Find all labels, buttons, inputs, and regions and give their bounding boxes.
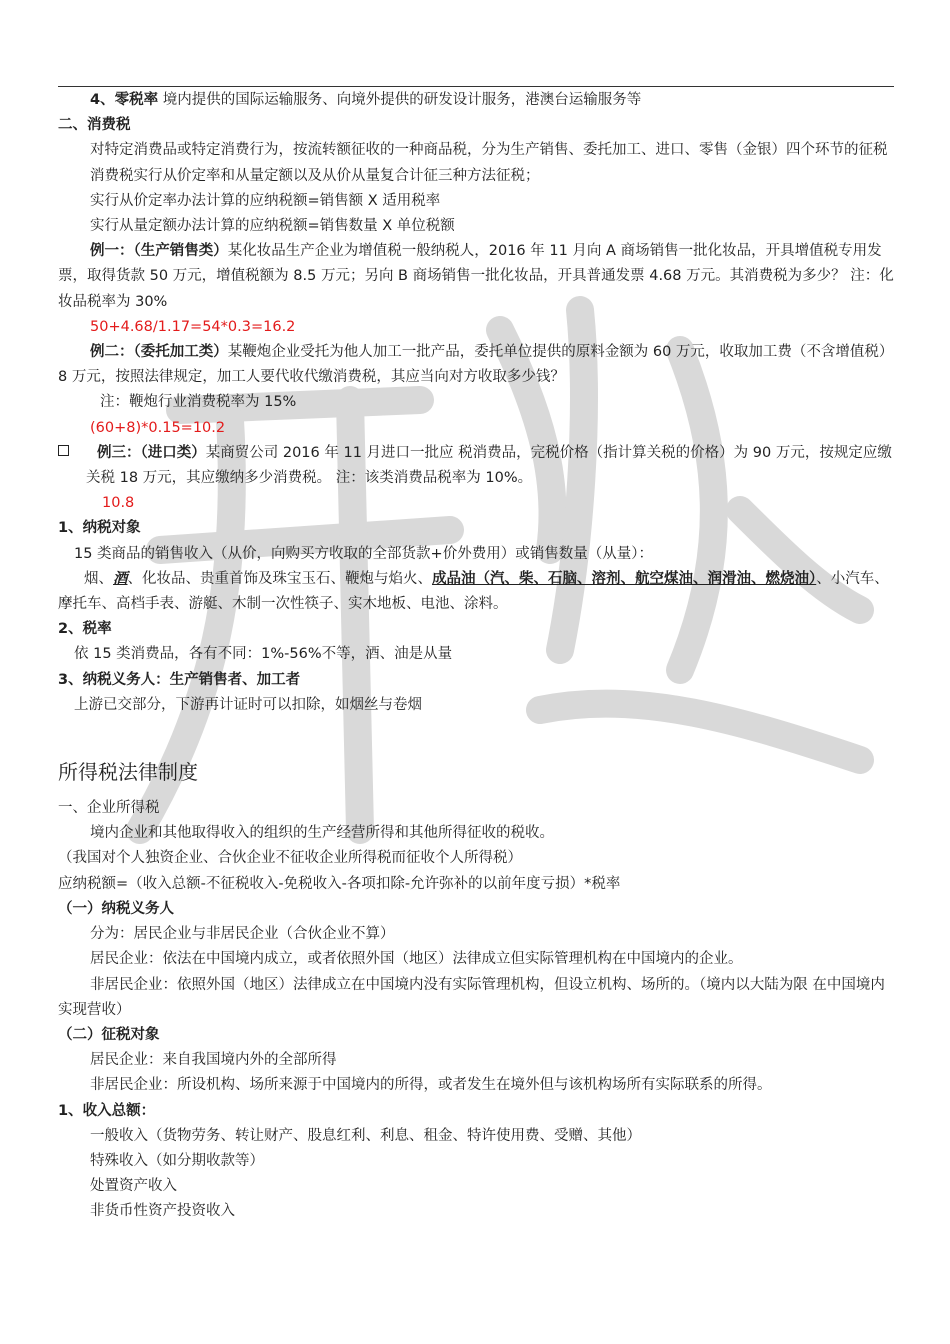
- example-2-note: 注：鞭炮行业消费税率为 15%: [100, 394, 297, 411]
- taxpayer-classification: 分为：居民企业与非居民企业（合伙企业不算）: [90, 926, 395, 943]
- ad-valorem-formula: 实行从价定率办法计算的应纳税额=销售额 X 适用税率: [90, 192, 441, 209]
- example-1-text: 某化妆品生产企业为增值税一般纳税人，2016 年 11 月向 A 商场销售一批化妆品，开具增值税专用发票，取得货款 50 万元，增值税额为 8.5 万元；另向 B 商场销售一批化妆品，开具普通发票 4.68 万元。其消费税为多少？ 注：化妆品税率为 30%: [58, 243, 894, 310]
- heading-taxpayer-types: （一）纳税义务人: [58, 900, 174, 917]
- tax-object-text: 15 类商品的销售收入（从价，向购买方收取的全部货款+价外费用）或销售数量（从量）：: [74, 545, 653, 562]
- nonresident-scope: 非居民企业：所设机构、场所来源于中国境内的所得，或者发生在境外但与该机构场所有实际联系的所得。: [90, 1077, 772, 1094]
- resident-scope: 居民企业：来自我国境内外的全部所得: [90, 1052, 337, 1069]
- goods-c: 、小汽车、摩托车、高档手表、游艇、木制一次性筷子、实木地板、电池、涂料。: [58, 570, 889, 613]
- consumption-methods: 消费税实行从价定率和从量定额以及从价从量复合计征三种方法征税；: [90, 167, 540, 184]
- example-3: [58, 441, 894, 491]
- nonresident-enterprise-def: 非居民企业：依照外国（地区）法律成立在中国境内没有实际管理机构，但设立机构、场所的。（境内以大陆为限 在中国境内实现营收）: [58, 976, 885, 1018]
- resident-enterprise-def: 居民企业：依法在中国境内成立，或者依照外国（地区）法律成立但实际管理机构在中国境内的企业。: [90, 951, 743, 968]
- goods-wine: 酒: [113, 570, 128, 587]
- header-rule: [58, 86, 894, 87]
- heading-consumption-tax: 二、消费税: [58, 117, 131, 134]
- example-3-text: 某商贸公司 2016 年 11 月进口一批应 税消费品，完税价格（指计算关税的价格）为 90 万元，按规定应缴关税 18 万元，其应缴纳多少消费税。 注：该类消费品税率为 10%。: [86, 444, 892, 487]
- income-general: 一般收入（货物劳务、转让财产、股息红利、利息、租金、特许使用费、受赠、其他）: [90, 1127, 641, 1144]
- example-3-label: 例三：（进口类）: [97, 444, 206, 461]
- heading-tax-rate: 2、税率: [58, 621, 112, 638]
- example-2-label: 例二：（委托加工类）: [90, 344, 228, 361]
- example-2: [58, 340, 894, 390]
- example-1-label: 例一：（生产销售类）: [90, 243, 228, 260]
- goods-list: [58, 567, 894, 617]
- example-2-text: 某鞭炮企业受托为他人加工一批产品，委托单位提供的原料金额为 60 万元，收取加工费（不含增值税）8 万元，按照法律规定，加工人要代收代缴消费税，其应当向对方收取多少钱？: [58, 344, 894, 386]
- heading-corporate-income-tax: 一、企业所得税: [58, 800, 160, 817]
- income-special: 特殊收入（如分期收款等）: [90, 1152, 264, 1169]
- taxpayer-text: 上游已交部分，下游再计证时可以扣除，如烟丝与卷烟: [74, 696, 422, 713]
- example-1: [58, 239, 894, 315]
- tax-rate-text: 依 15 类消费品，各有不同：1%-56%不等，酒、油是从量: [74, 646, 453, 663]
- income-nonmonetary-investment: 非货币性资产投资收入: [90, 1203, 235, 1220]
- corp-definition: 境内企业和其他取得收入的组织的生产经营所得和其他所得征收的税收。: [90, 825, 554, 842]
- consumption-definition: 对特定消费品或特定消费行为，按流转额征收的一种商品税，分为生产销售、委托加工、进口、零售（金银）四个环节的征税: [90, 142, 888, 159]
- goods-b: 、化妆品、贵重首饰及珠宝玉石、鞭炮与焰火、: [127, 570, 432, 587]
- income-asset-disposal: 处置资产收入: [90, 1178, 177, 1195]
- zero-rate-line: [58, 88, 894, 113]
- checkbox-icon: [58, 445, 69, 456]
- corp-formula: 应纳税额=（收入总额-不征税收入-免税收入-各项扣除-允许弥补的以前年度亏损）*税率: [58, 875, 621, 892]
- example-2-answer: (60+8)*0.15=10.2: [90, 419, 226, 436]
- example-1-answer: 50+4.68/1.17=54*0.3=16.2: [90, 318, 296, 335]
- heading-tax-object: 1、纳税对象: [58, 520, 141, 537]
- zero-rate-text: 境内提供的国际运输服务、向境外提供的研发设计服务，港澳台运输服务等: [158, 92, 642, 108]
- goods-oil: 成品油（汽、柴、石脑、溶剂、航空煤油、润滑油、燃烧油）: [432, 570, 817, 587]
- goods-a: 烟、: [84, 570, 113, 587]
- heading-tax-scope: （二）征税对象: [58, 1026, 160, 1043]
- document-body: [58, 88, 894, 1225]
- section-title: 所得税法律制度: [58, 760, 198, 785]
- specific-duty-formula: 实行从量定额办法计算的应纳税额=销售数量 X 单位税额: [90, 218, 455, 235]
- heading-total-income: 1、收入总额：: [58, 1102, 156, 1119]
- example-3-answer: 10.8: [102, 495, 135, 512]
- corp-note: （我国对个人独资企业、合伙企业不征收企业所得税而征收个人所得税）: [58, 850, 522, 867]
- zero-rate-label: 4、零税率: [90, 92, 159, 108]
- heading-taxpayer: 3、纳税义务人：生产销售者、加工者: [58, 671, 301, 688]
